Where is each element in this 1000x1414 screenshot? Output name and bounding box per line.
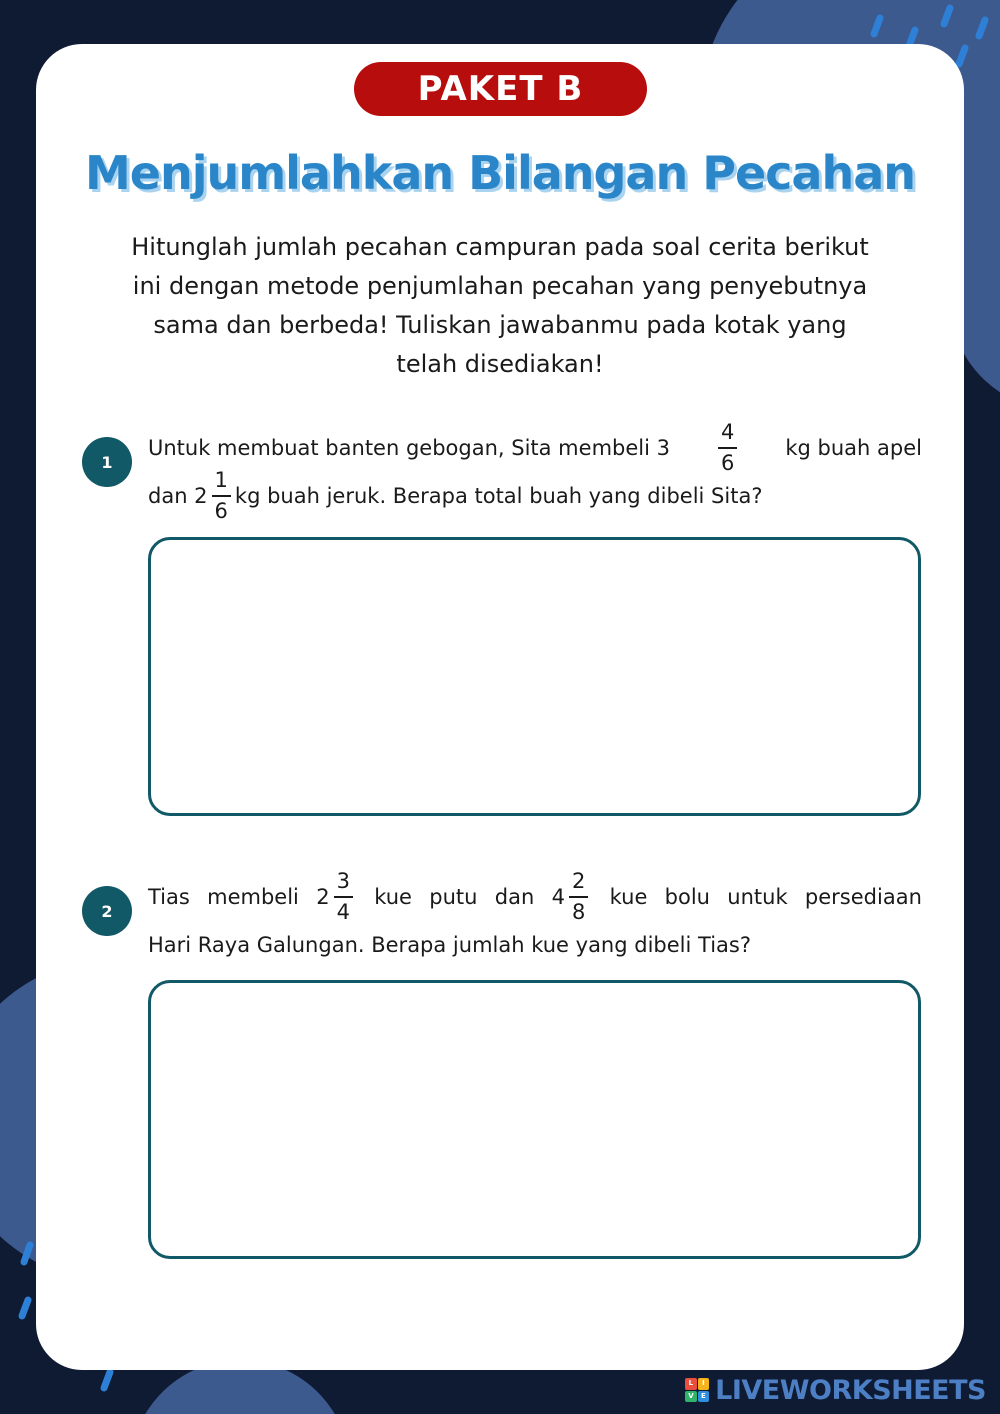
whole-number: 4 [551,885,565,909]
fraction-4-6 [718,422,737,474]
fraction-bar [212,495,231,497]
question-2-word: persediaan [804,885,922,909]
liveworksheets-logo-icon [685,1378,709,1402]
fraction-3-4 [334,871,353,923]
logo-letter: V [685,1391,697,1403]
fraction-denominator: 8 [571,899,586,924]
fraction-denominator: 6 [214,498,228,523]
question-2-word: putu [429,885,478,909]
question-1-text-d: kg buah jeruk. Berapa total buah yang dibeli Sita? [234,484,763,508]
question-1-line-1 [148,420,922,475]
watermark-text: LIVEWORKSHEETS [715,1374,986,1406]
question-2-word: kue [374,885,412,909]
page-title: Menjumlahkan Bilangan Pecahan [85,146,915,200]
question-2-word: Tias [148,885,190,909]
fraction-numerator: 3 [336,869,350,894]
liveworksheets-watermark[interactable] [685,1374,986,1406]
question-2-word: kue [609,885,648,909]
fraction-1-6 [212,470,231,522]
fraction-bar [334,896,353,898]
logo-letter: I [698,1378,710,1390]
question-1-text-b: kg buah apel [785,436,922,460]
question-2-number: 2 [82,886,132,936]
question-2-word: membeli [207,885,299,909]
fraction-numerator: 1 [214,468,228,493]
logo-letter: E [698,1391,710,1403]
question-2-word: bolu [664,885,710,909]
question-2-line-1 [148,869,922,924]
question-2-word: dan [494,885,535,909]
question-1-line-2 [148,468,922,523]
whole-number: 2 [316,885,330,909]
logo-letter: L [685,1378,697,1390]
fraction-numerator: 2 [571,869,586,894]
fraction-denominator: 4 [336,899,350,924]
fraction-denominator: 6 [720,450,735,475]
fraction-bar [569,896,588,898]
question-2-mixed-number-2 [552,871,593,923]
fraction-numerator: 4 [720,420,735,445]
question-1-text-a: Untuk membuat banten gebogan, Sita membeli 3 [148,436,670,460]
question-1-text-c: dan 2 [148,484,208,508]
answer-box-1[interactable] [148,537,921,816]
answer-box-2[interactable] [148,980,921,1259]
question-2-line-2: Hari Raya Galungan. Berapa jumlah kue yang dibeli Tias? [148,933,751,957]
fraction-bar [718,447,737,449]
package-badge: PAKET B [354,62,647,116]
instructions-text: Hitunglah jumlah pecahan campuran pada soal cerita berikut ini dengan metode penjumlahan pecahan yang penyebutnya sama dan berbeda! Tuliskan jawabanmu pada kotak yang telah disediakan! [131,233,869,378]
question-2-mixed-number-1 [316,871,357,923]
question-1-number: 1 [82,437,132,487]
fraction-2-8 [569,871,588,923]
question-2-word: untuk [727,885,788,909]
